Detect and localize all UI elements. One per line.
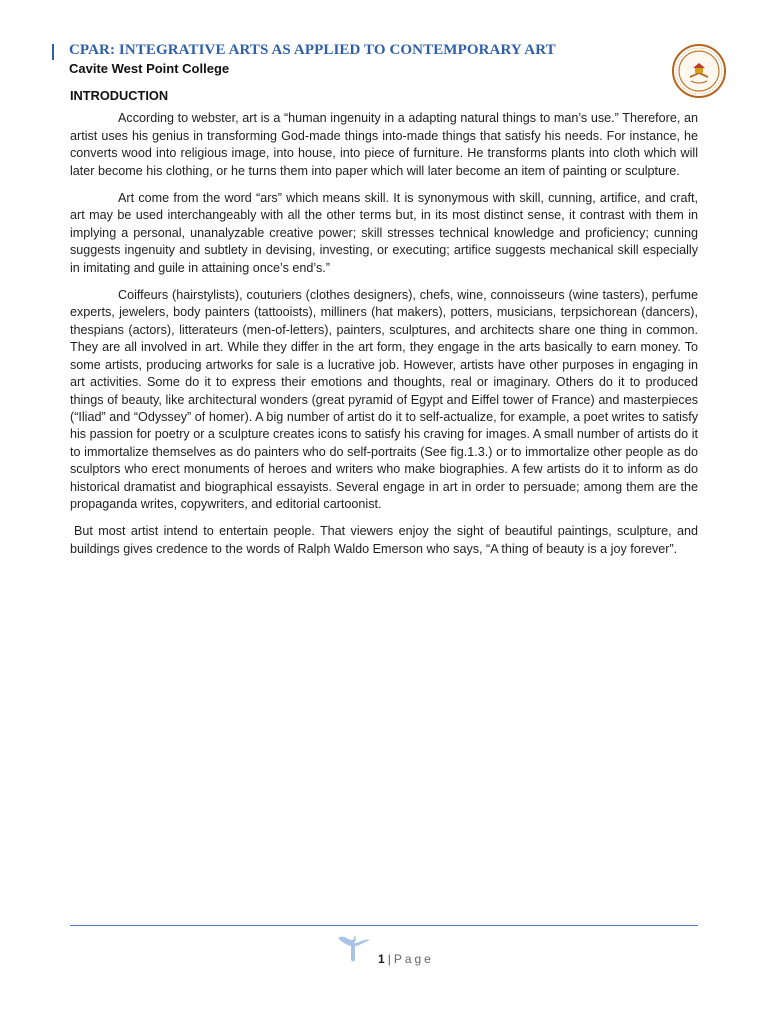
section-heading: INTRODUCTION xyxy=(70,88,169,103)
fleur-ornament-icon xyxy=(334,932,374,964)
school-name: Cavite West Point College xyxy=(69,61,230,76)
paragraph-definition: According to webster, art is a “human ingenuity in a adapting natural things to man’s use.” Therefore, an artist uses his genius in transforming God-made things into-made things that satisfy his needs. For instance, he converts wood into religious image, into house, into piece of furniture. He transforms plants into cloth which will later become his clothing, or he turns them into paper which will later become an item of painting or sculpture. xyxy=(70,111,698,178)
paragraph-entertain: But most artist intend to entertain people. That viewers enjoy the sight of beautiful paintings, sculpture, and buildings gives credence to the words of Ralph Waldo Emerson who says, “A thing of beauty is a joy forever”. xyxy=(70,524,698,556)
page-number xyxy=(378,952,434,966)
document-title: CPAR: INTEGRATIVE ARTS AS APPLIED TO CONTEMPORARY ART xyxy=(69,42,556,58)
document-body xyxy=(70,87,698,568)
paragraph-artists: Coiffeurs (hairstylists), couturiers (clothes designers), chefs, wine, connoisseurs (wine tasters), perfume experts, jewelers, body painters (tattooists), milliners (hat makers), potters, musicians, terpsichorean (dancers), thespians (actors), litterateurs (men-of-letters), painters, sculptures, and architects share one thing in common. They are all involved in art. While they differ in the art form, they engage in the arts basically to earn money. To some artists, producing artworks for sale is a lucrative job. However, artists have other purposes in engaging in art activities. Some do it to express their emotions and thoughts, real or imaginary. Others do it to produced things of beauty, like architectural wonders (great pyramid of Egypt and Eiffel tower of France) and masterpieces (“Iliad” and “Odyssey” of homer). A big number of artist do it to self-actualize, for example, a poet writes to satisfy his passion for poetry or a sculpture creates icons to satisfy his craving for images. A small number of artists do it to immortalize themselves as do painters who do self-portraits (See fig.1.3.) or to immortalize other people as do sculptors who erect monuments of heroes and writers who make biographies. A few artists do it to inform as do historical dramatist and biographical essayists. Several engage in art in order to persuade; among them are the propaganda writes, copywriters, and editorial cartoonist. xyxy=(70,288,698,511)
footer-rule xyxy=(70,925,698,926)
page-number-value: 1 xyxy=(378,952,385,966)
page-number-separator: | xyxy=(387,952,391,966)
page-number-label: Page xyxy=(393,952,434,966)
header-accent-bar xyxy=(52,44,54,60)
paragraph-etymology: Art come from the word “ars” which means skill. It is synonymous with skill, cunning, artifice, and craft, art may be used interchangeably with all the other terms but, in its most distinct sense, it contrast with them in implying a personal, unanalyzable creative power; skill stresses technical knowledge and proficiency; cunning suggests ingenuity and subtlety in devising, investing, or executing; artifice suggests mechanical skill especially in imitating and guile in attaining once’s end’s.” xyxy=(70,191,698,275)
